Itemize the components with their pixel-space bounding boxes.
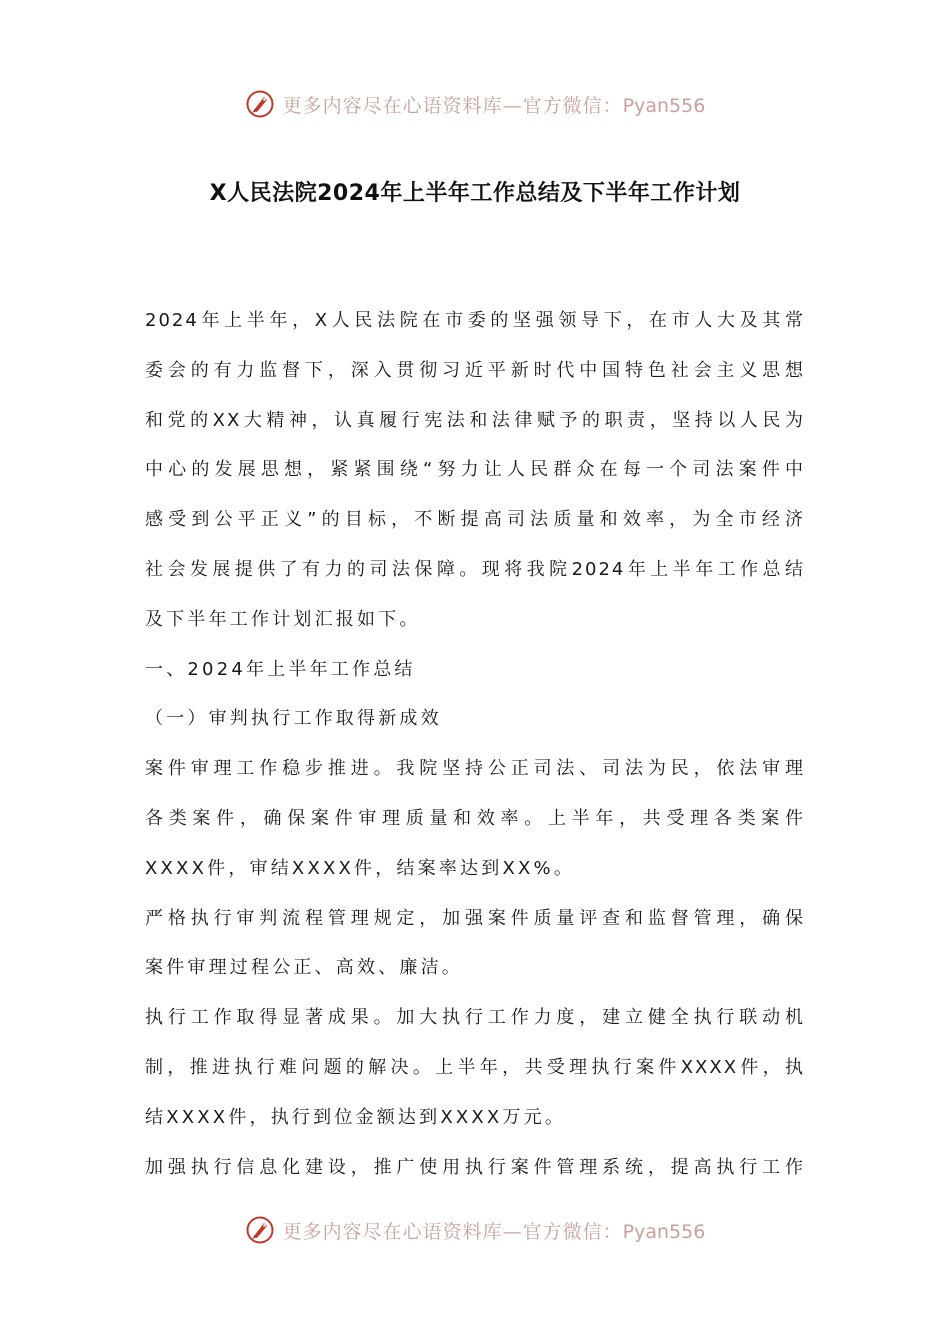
body-line: 严格执行审判流程管理规定，加强案件质量评查和监督管理，确保	[145, 907, 805, 929]
body-line: 案件审理过程公正、高效、廉洁。	[145, 957, 463, 979]
body-line: 和党的XX大精神，认真履行宪法和法律赋予的职责，坚持以人民为	[145, 409, 805, 431]
body-line: 执行工作取得显著成果。加大执行工作力度，建立健全执行联动机	[145, 1007, 805, 1029]
body-line: 案件审理工作稳步推进。我院坚持公正司法、司法为民，依法审理	[145, 758, 805, 780]
body-line: XXXX件，审结XXXX件，结案率达到XX%。	[145, 857, 576, 879]
body-line: 社会发展提供了有力的司法保障。现将我院2024年上半年工作总结	[145, 558, 805, 580]
document-title: X人民法院2024年上半年工作总结及下半年工作计划	[209, 181, 741, 206]
subsection-heading: （一）审判执行工作取得新成效	[145, 708, 442, 730]
watermark-handle: Pyan556	[622, 94, 706, 117]
footer-watermark	[0, 1210, 950, 1250]
body-line: 2024年上半年，X人民法院在市委的坚强领导下，在市人大及其常	[145, 310, 805, 331]
body-line: 各类案件，确保案件审理质量和效率。上半年，共受理各类案件	[145, 807, 805, 829]
watermark-text: 更多内容尽在心语资料库—官方微信：Pyan556	[282, 1220, 706, 1243]
section-heading: 一、2024年上半年工作总结	[145, 658, 416, 680]
body-line: 及下半年工作计划汇报如下。	[145, 608, 421, 630]
body-line: 委会的有力监督下，深入贯彻习近平新时代中国特色社会主义思想	[145, 359, 805, 381]
body-line: 制，推进执行难问题的解决。上半年，共受理执行案件XXXX件，执	[145, 1056, 805, 1078]
watermark-text: 更多内容尽在心语资料库—官方微信：Pyan556	[282, 94, 706, 117]
body-line: 感受到公平正义”的目标，不断提高司法质量和效率，为全市经济	[145, 509, 805, 531]
body-line: 加强执行信息化建设，推广使用执行案件管理系统，提高执行工作	[145, 1156, 805, 1178]
body-line: 中心的发展思想，紧紧围绕“努力让人民群众在每一个司法案件中	[145, 459, 805, 481]
body-line: 结XXXX件，执行到位金额达到XXXX万元。	[145, 1106, 567, 1128]
pen-nib-logo-icon	[245, 1215, 275, 1245]
watermark-handle: Pyan556	[622, 1220, 706, 1243]
document-body	[145, 296, 805, 1192]
header-watermark	[0, 84, 950, 124]
pen-nib-logo-icon	[245, 89, 275, 119]
